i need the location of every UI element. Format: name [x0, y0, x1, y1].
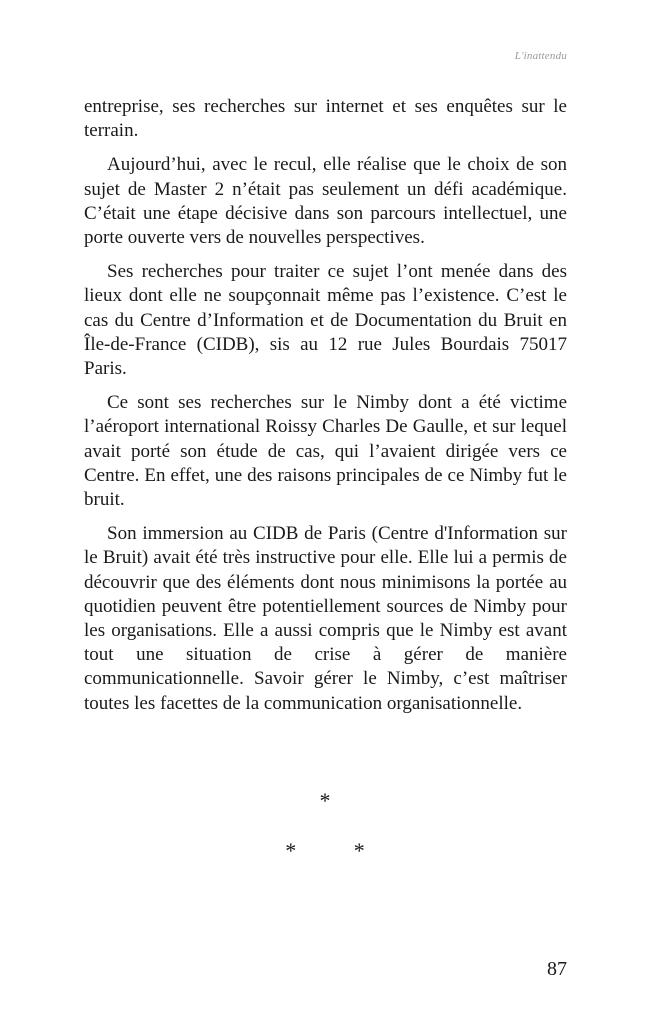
- paragraph-2: Aujourd’hui, avec le recul, elle réalise que le choix de son sujet de Master 2 n’était pas seulement un défi académique. C’était une étape décisive dans son parcours intellectuel, une porte ouverte vers de nouvelles perspectives.: [84, 154, 567, 249]
- section-separator-top: [0, 788, 650, 814]
- paragraph-1: entreprise, ses recherches sur internet et ses enquêtes sur le terrain.: [84, 96, 567, 142]
- asterisk-bottom-right: *: [353, 838, 365, 863]
- section-separator-bottom: [0, 838, 650, 864]
- paragraph-5: Son immersion au CIDB de Paris (Centre d'Information sur le Bruit) avait été très instructive pour elle. Elle lui a permis de découvrir que des éléments dont nous minimisons la portée au quotidien peuvent être potentiellement sources de Nimby pour les organisations. Elle a aussi compris que le Nimby est avant tout une situation de crise à gérer de manière communicationnelle. Savoir gérer le Nimby, c’est maîtriser toutes les facettes de la communication organisationnelle.: [84, 523, 567, 714]
- paragraph-4: Ce sont ses recherches sur le Nimby dont a été victime l’aéroport international Roissy Charles De Gaulle, et sur lequel avait porté son étude de cas, qui l’avaient dirigée vers ce Centre. En effet, une des raisons principales de ce Nimby fut le bruit.: [84, 392, 567, 511]
- asterisk-top: *: [319, 788, 331, 813]
- running-header: L'inattendu: [514, 50, 567, 62]
- page-number: 87: [547, 958, 567, 980]
- asterisk-bottom-left: *: [285, 838, 297, 863]
- paragraph-3: Ses recherches pour traiter ce sujet l’ont menée dans des lieux dont elle ne soupçonnait même pas l’existence. C’est le cas du Centre d’Information et de Documentation du Bruit en Île-de-France (CIDB), sis au 12 rue Jules Bourdais 75017 Paris.: [84, 261, 567, 380]
- body-text: [84, 95, 567, 726]
